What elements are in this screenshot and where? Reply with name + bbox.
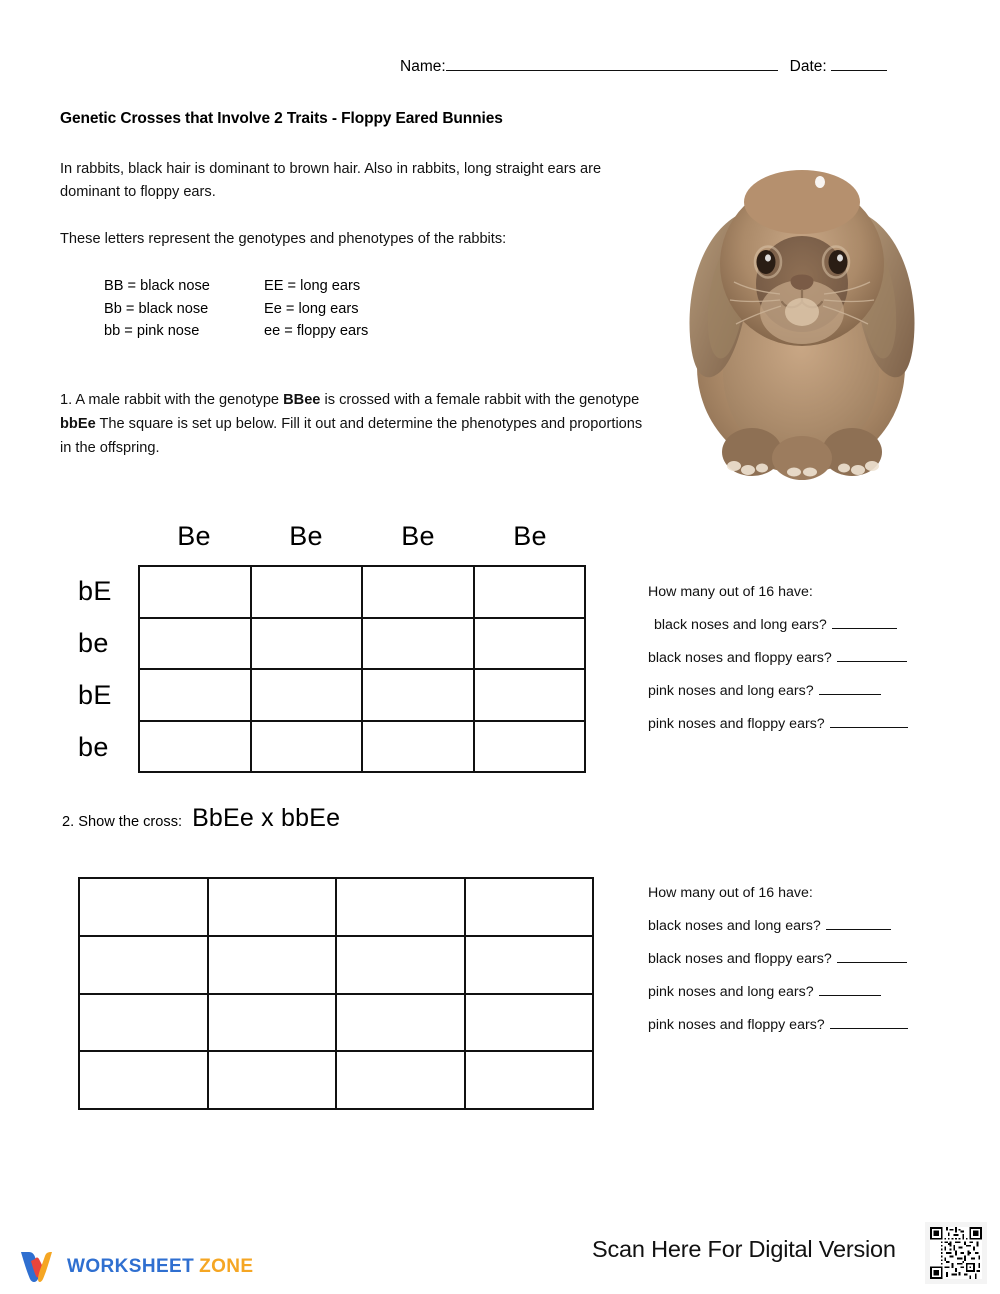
question-2-cross: BbEe x bbEe xyxy=(192,804,341,832)
punnett-2-cell[interactable] xyxy=(466,995,595,1053)
question-list-2-label-2: pink noses and long ears? xyxy=(648,984,814,1000)
page-title: Genetic Crosses that Involve 2 Traits - Floppy Eared Bunnies xyxy=(60,110,503,127)
legend-ears-0: EE = long ears xyxy=(264,278,361,294)
answer-blank-2-1[interactable] xyxy=(837,962,907,963)
punnett-1-cell[interactable] xyxy=(363,567,475,619)
intro-paragraph-2: These letters represent the genotypes and phenotypes of the rabbits: xyxy=(60,231,507,247)
punnett-1-row-header-0: bE xyxy=(78,576,112,606)
question-list-1-item-3 xyxy=(648,708,958,741)
qr-code-icon xyxy=(930,1227,982,1279)
punnett-1-cell[interactable] xyxy=(252,567,364,619)
answer-blank-2-2[interactable] xyxy=(819,995,881,996)
punnett-1-column-headers xyxy=(138,521,586,551)
punnett-1-cell[interactable] xyxy=(363,619,475,671)
punnett-2-cell[interactable] xyxy=(209,1052,338,1110)
legend-row xyxy=(104,320,464,343)
date-label: Date: xyxy=(789,58,827,75)
question-list-2 xyxy=(648,877,958,1042)
answer-blank-1-3[interactable] xyxy=(830,727,908,728)
legend-ears-1: Ee = long ears xyxy=(264,300,359,317)
answer-blank-2-0[interactable] xyxy=(826,929,891,930)
legend-nose-1: Bb = black nose xyxy=(104,300,209,317)
legend-row xyxy=(104,298,464,321)
worksheet-zone-logo-text xyxy=(67,1256,254,1278)
punnett-2-cell[interactable] xyxy=(337,1052,466,1110)
answer-blank-2-3[interactable] xyxy=(830,1028,908,1029)
q1-genotype-male: BBee xyxy=(283,392,321,408)
punnett-1-row-headers xyxy=(78,565,132,773)
answer-blank-1-1[interactable] xyxy=(837,661,907,662)
worksheet-zone-logo[interactable] xyxy=(18,1248,254,1286)
punnett-1-cell[interactable] xyxy=(475,670,587,722)
question-list-1-heading: How many out of 16 have: xyxy=(648,584,813,600)
legend-row xyxy=(104,275,464,298)
question-list-1-item-2 xyxy=(648,675,958,708)
legend-nose-0: BB = black nose xyxy=(104,278,210,294)
punnett-1-cell[interactable] xyxy=(363,722,475,774)
question-list-2-label-3: pink noses and floppy ears? xyxy=(648,1017,825,1033)
question-list-1-label-2: pink noses and long ears? xyxy=(648,683,814,699)
punnett-1-cell[interactable] xyxy=(140,567,252,619)
punnett-square-2 xyxy=(78,877,594,1110)
intro-paragraph-1: In rabbits, black hair is dominant to brown hair. Also in rabbits, long straight ears are dominant to floppy ears. xyxy=(60,161,602,200)
punnett-1-col-header-3: Be xyxy=(513,521,547,551)
name-date-row xyxy=(400,58,960,76)
qr-code[interactable] xyxy=(925,1222,987,1284)
punnett-1-row-header-2: bE xyxy=(78,680,112,710)
q1-text-part-2: is crossed with a female rabbit with the genotype xyxy=(320,392,640,408)
question-list-2-label-1: black noses and floppy ears? xyxy=(648,951,832,967)
question-list-2-label-0: black noses and long ears? xyxy=(648,918,821,934)
punnett-2-cell[interactable] xyxy=(466,1052,595,1110)
date-blank-field[interactable] xyxy=(831,70,887,71)
rabbit-illustration-icon xyxy=(648,132,954,492)
punnett-2-cell[interactable] xyxy=(209,995,338,1053)
punnett-2-cell[interactable] xyxy=(80,937,209,995)
logo-text-secondary: ZONE xyxy=(199,1256,254,1277)
legend-ears-2: ee = floppy ears xyxy=(264,323,369,339)
punnett-1-row-header-1: be xyxy=(78,628,109,658)
answer-blank-1-2[interactable] xyxy=(819,694,881,695)
punnett-1-cell[interactable] xyxy=(140,670,252,722)
punnett-2-cell[interactable] xyxy=(466,937,595,995)
question-list-1-item-1 xyxy=(648,642,958,675)
question-list-1-label-0: black noses and long ears? xyxy=(654,617,827,633)
question-list-2-heading: How many out of 16 have: xyxy=(648,885,813,901)
name-label: Name: xyxy=(400,58,446,75)
punnett-1-cell[interactable] xyxy=(140,722,252,774)
punnett-2-cell[interactable] xyxy=(80,879,209,937)
punnett-1-cell[interactable] xyxy=(140,619,252,671)
question-list-1-item-0 xyxy=(648,609,958,642)
answer-blank-1-0[interactable] xyxy=(832,628,897,629)
question-list-2-item-1 xyxy=(648,943,958,976)
worksheet-zone-logo-icon xyxy=(18,1248,58,1286)
genotype-legend xyxy=(104,275,464,343)
question-1-text xyxy=(60,388,645,460)
punnett-2-cell[interactable] xyxy=(80,1052,209,1110)
q1-text-part-3: The square is set up below. Fill it out and determine the phenotypes and proportions in the offspring. xyxy=(60,416,643,456)
punnett-1-col-header-0: Be xyxy=(177,521,211,551)
question-list-2-item-3 xyxy=(648,1009,958,1042)
q1-genotype-female: bbEe xyxy=(60,416,96,432)
punnett-square-1 xyxy=(138,565,586,773)
punnett-1-cell[interactable] xyxy=(252,722,364,774)
punnett-1-cell[interactable] xyxy=(363,670,475,722)
rabbit-photo xyxy=(648,132,954,492)
punnett-2-cell[interactable] xyxy=(80,995,209,1053)
punnett-2-cell[interactable] xyxy=(466,879,595,937)
punnett-1-cell[interactable] xyxy=(475,722,587,774)
punnett-1-col-header-2: Be xyxy=(401,521,435,551)
punnett-2-cell[interactable] xyxy=(337,995,466,1053)
punnett-2-cell[interactable] xyxy=(337,879,466,937)
question-list-2-item-0 xyxy=(648,910,958,943)
punnett-2-cell[interactable] xyxy=(337,937,466,995)
punnett-2-cell[interactable] xyxy=(209,879,338,937)
punnett-1-row-header-3: be xyxy=(78,732,109,762)
scan-here-text: Scan Here For Digital Version xyxy=(592,1236,896,1262)
punnett-1-cell[interactable] xyxy=(252,619,364,671)
name-blank-field[interactable] xyxy=(446,70,778,71)
question-list-1 xyxy=(648,576,958,741)
q1-text-part-1: 1. A male rabbit with the genotype xyxy=(60,392,284,408)
question-list-1-label-3: pink noses and floppy ears? xyxy=(648,716,825,732)
punnett-1-cell[interactable] xyxy=(475,619,587,671)
punnett-1-cell[interactable] xyxy=(475,567,587,619)
question-list-1-label-1: black noses and floppy ears? xyxy=(648,650,832,666)
punnett-2-cell[interactable] xyxy=(209,937,338,995)
punnett-1-col-header-1: Be xyxy=(289,521,323,551)
question-2-prefix: 2. Show the cross: xyxy=(62,814,183,830)
logo-text-primary: WORKSHEET xyxy=(67,1256,195,1277)
question-list-2-item-2 xyxy=(648,976,958,1009)
question-2-heading xyxy=(62,804,340,833)
punnett-1-cell[interactable] xyxy=(252,670,364,722)
legend-nose-2: bb = pink nose xyxy=(104,323,200,339)
